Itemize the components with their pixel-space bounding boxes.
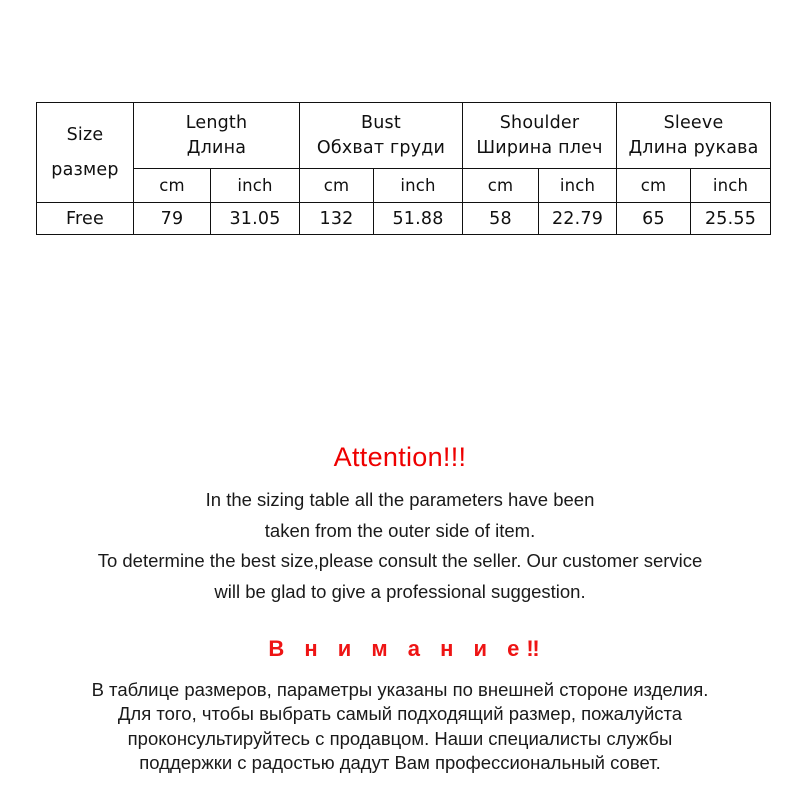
notice-en-line-4: will be glad to give a professional suggestion.	[214, 581, 586, 603]
unit-shoulder-inch: inch	[539, 169, 617, 203]
size-table-container	[36, 102, 770, 235]
cell-length-cm: 79	[134, 203, 211, 235]
notice-en-line-3: To determine the best size,please consult the seller. Our customer service	[97, 550, 703, 572]
header-length-label-ru: Длина	[186, 137, 247, 158]
attention-title-english: Attention!!!	[333, 442, 467, 472]
header-sleeve-label-ru: Длина рукава	[628, 137, 759, 158]
header-shoulder-label-ru: Ширина плеч	[476, 137, 603, 158]
cell-sleeve-cm: 65	[617, 203, 691, 235]
header-length-label-en: Length	[185, 113, 248, 134]
unit-length-inch: inch	[211, 169, 300, 203]
unit-shoulder-cm: cm	[463, 169, 539, 203]
header-size-label-ru: размер	[51, 159, 119, 180]
notice-en-line-1: In the sizing table all the parameters have been	[205, 489, 595, 510]
notice-ru-line-4: поддержки с радостью дадут Вам профессиональный совет.	[139, 751, 661, 773]
cell-size: Free	[37, 203, 134, 235]
notice-en-line-2: taken from the outer side of item.	[264, 519, 536, 541]
cell-shoulder-cm: 58	[463, 203, 539, 235]
unit-length-cm: cm	[134, 169, 211, 203]
header-size-label-en: Size	[66, 125, 104, 146]
table-row	[37, 203, 771, 235]
unit-sleeve-inch: inch	[691, 169, 771, 203]
header-sleeve	[617, 103, 771, 169]
unit-sleeve-cm: cm	[617, 169, 691, 203]
cell-bust-cm: 132	[300, 203, 374, 235]
notice-ru-line-3: проконсультируйтесь с продавцом. Наши специалисты службы	[127, 727, 673, 749]
cell-bust-inch: 51.88	[374, 203, 463, 235]
notice-ru-line-2: Для того, чтобы выбрать самый подходящий размер, пожалуйста	[117, 703, 683, 725]
notice-ru-line-1: В таблице размеров, параметры указаны по внешней стороне изделия.	[91, 678, 709, 700]
attention-notice-block	[0, 444, 800, 775]
cell-length-inch: 31.05	[211, 203, 300, 235]
header-shoulder-label-en: Shoulder	[499, 113, 580, 134]
cell-sleeve-inch: 25.55	[691, 203, 771, 235]
header-bust-label-en: Bust	[361, 113, 401, 134]
attention-title-russian-letters: В н и м а н и е	[268, 635, 527, 661]
cell-shoulder-inch: 22.79	[539, 203, 617, 235]
header-sleeve-label-en: Sleeve	[663, 113, 724, 134]
attention-body-english	[0, 488, 800, 604]
header-size	[37, 103, 134, 203]
table-unit-row	[37, 169, 771, 203]
table-header-group-row	[37, 103, 771, 169]
header-length	[134, 103, 300, 169]
attention-title-russian	[0, 635, 800, 661]
header-shoulder	[463, 103, 617, 169]
unit-bust-inch: inch	[374, 169, 463, 203]
header-bust	[300, 103, 463, 169]
attention-title-russian-bangs: ‼	[526, 635, 539, 661]
attention-body-russian	[0, 678, 800, 776]
size-table	[36, 102, 771, 235]
unit-bust-cm: cm	[300, 169, 374, 203]
header-bust-label-ru: Обхват груди	[316, 137, 446, 158]
